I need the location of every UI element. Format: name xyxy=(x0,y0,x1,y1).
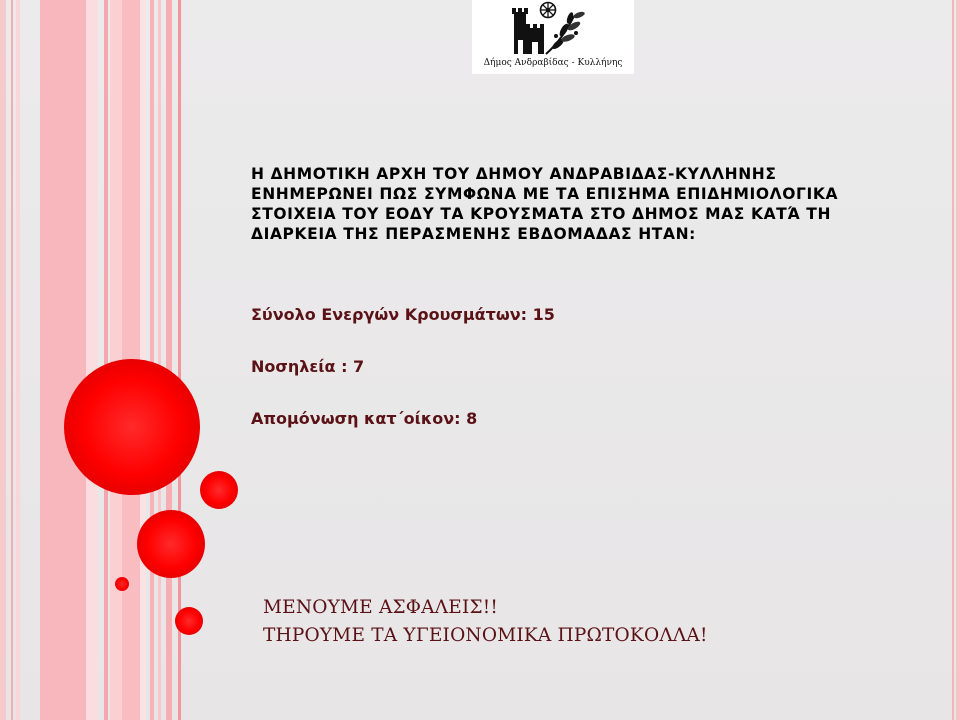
closing-line-protocols: ΤΗΡΟΥΜΕ ΤΑ ΥΓΕΙΟΝΟΜΙΚΑ ΠΡΩΤΟΚΟΛΛΑ! xyxy=(263,625,708,646)
small-circle xyxy=(200,471,238,509)
active-cases-stat: Σύνολο Ενεργών Κρουσμάτων: 15 xyxy=(251,305,555,324)
hospitalized-stat: Νοσηλεία : 7 xyxy=(251,357,365,376)
municipality-logo xyxy=(472,0,634,74)
tiny-circle xyxy=(115,577,129,591)
announcement-text: Η ΔΗΜΟΤΙΚΗ ΑΡΧΗ ΤΟΥ ΔΗΜΟΥ ΑΝΔΡΑΒΙΔΑΣ-ΚΥΛΛΗΝΗΣ ΕΝΗΜΕΡΩΝΕΙ ΠΩΣ ΣΥΜΦΩΝΑ ΜΕ ΤΑ ΕΠΙΣΗΜΑ ΕΠΙΔΗΜΙΟΛΟΓΙΚΑ ΣΤΟΙΧΕΙΑ ΤΟΥ ΕΟΔΥ ΤΑ ΚΡΟΥΣΜΑΤΑ ΣΤΟ ΔΗΜΟΣ ΜΑΣ ΚΑΤΆ ΤΗ ΔΙΑΡΚΕΙΑ ΤΗΣ ΠΕΡΑΣΜΕΝΗΣ ΕΒΔΟΜΑΔΑΣ ΗΤΑΝ: xyxy=(251,165,839,243)
large-circle xyxy=(64,359,200,495)
logo-caption: Δήμος Ανδραβίδας - Κυλλήνης xyxy=(483,58,623,68)
closing-line-stay-safe: ΜΕΝΟΥΜΕ ΑΣΦΑΛΕΙΣ!! xyxy=(263,597,499,618)
castle-icon xyxy=(512,8,544,54)
medium-circle xyxy=(137,510,205,578)
small-circle xyxy=(175,607,203,635)
home-isolation-stat: Απομόνωση κατ΄οίκον: 8 xyxy=(251,409,478,428)
wheel-icon xyxy=(541,3,556,18)
